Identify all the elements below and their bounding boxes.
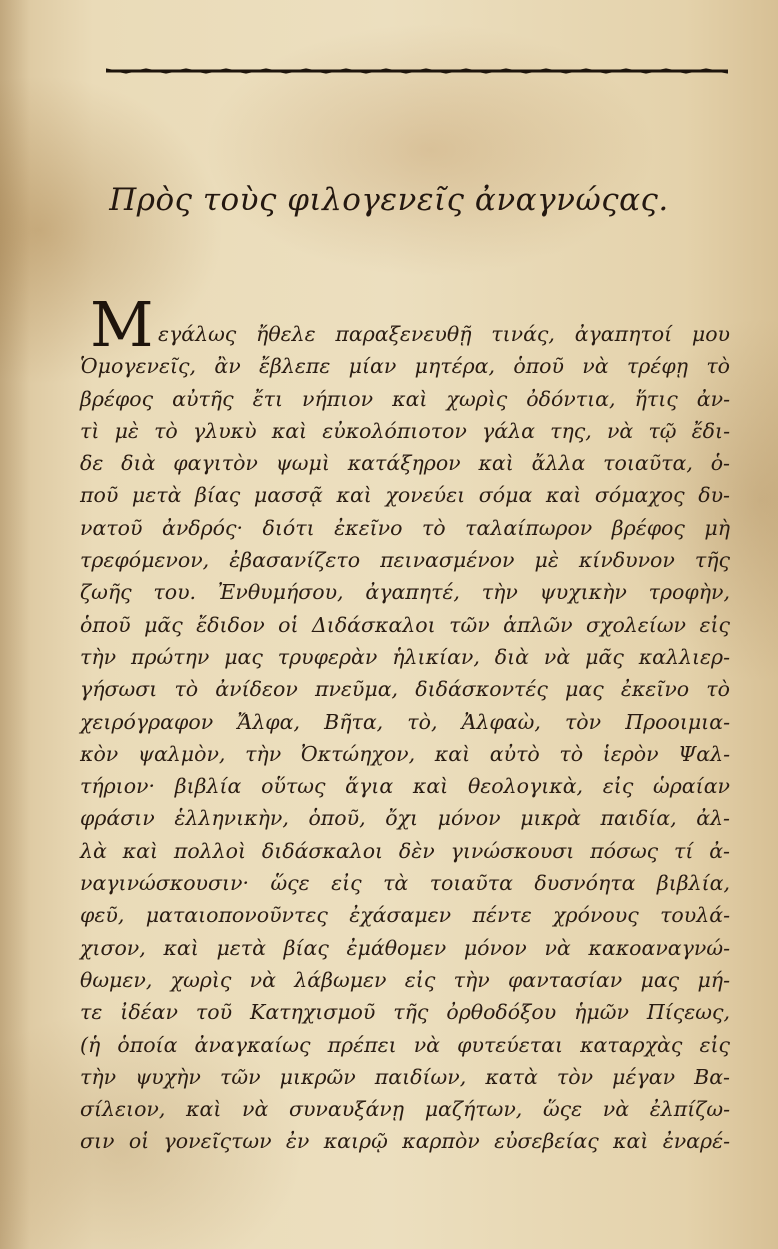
- text-line: ποῦ μετὰ βίας μασσᾷ καὶ χονεύει σόμα καὶ σόμαχος δυ-: [80, 483, 730, 508]
- text-line: τὴν πρώτην μας τρυφερὰν ἡλικίαν, διὰ νὰ μᾶς καλλιερ-: [80, 644, 730, 669]
- text-line: ναγινώσκουσιν· ὥςε εἰς τὰ τοιαῦτα δυσνόητα βιβλία,: [80, 871, 730, 896]
- text-line: νατοῦ ἀνδρός· διότι ἐκεῖνο τὸ ταλαίπωρον βρέφος μὴ: [80, 515, 730, 540]
- page-title: Πρὸς τοὺς φιλογενεῖς ἀναγνώςας.: [109, 182, 669, 218]
- text-line: χειρόγραφον Ἄλφα, Βῆτα, τὸ, Ἀλφαὼ, τὸν Προοιμια-: [80, 709, 730, 734]
- text-line: εγάλως ἤθελε παραξενευθῇ τινάς, ἀγαπητοί μου: [158, 322, 730, 346]
- text-line: ζωῆς του. Ἐνθυμήσου, ἀγαπητέ, τὴν ψυχικὴν τροφὴν,: [80, 580, 730, 605]
- text-line: τήριον· βιβλία οὕτως ἅγια καὶ θεολογικὰ, εἰς ὡραίαν: [80, 774, 730, 799]
- text-line: τὴν ψυχὴν τῶν μικρῶν παιδίων, κατὰ τὸν μέγαν Βα-: [80, 1064, 730, 1089]
- text-line: τρεφόμενον, ἐβασανίζετο πεινασμένον μὲ κίνδυνον τῆς: [80, 548, 730, 573]
- text-line: τε ἰδέαν τοῦ Κατηχισμοῦ τῆς ὀρθοδόξου ἡμῶν Πίςεως,: [80, 1000, 730, 1025]
- text-line: φράσιν ἑλληνικὴν, ὁποῦ, ὄχι μόνον μικρὰ παιδία, ἀλ-: [80, 806, 730, 831]
- text-line: θωμεν, χωρὶς νὰ λάβωμεν εἰς τὴν φαντασίαν μας μή-: [80, 967, 730, 992]
- text-line: σίλειον, καὶ νὰ συναυξάνῃ μαζήτων, ὥςε νὰ ἐλπίζω-: [80, 1097, 730, 1122]
- body-text: [80, 318, 730, 1158]
- text-line: γήσωσι τὸ ἀνίδεον πνεῦμα, διδάσκοντές μας ἐκεῖνο τὸ: [80, 677, 730, 702]
- text-line: χισον, καὶ μετὰ βίας ἐμάθομεν μόνον νὰ κακοαναγνώ-: [80, 935, 730, 960]
- text-line: Ὁμογενεῖς, ἂν ἔβλεπε μίαν μητέρα, ὁποῦ νὰ τρέφῃ τὸ: [80, 354, 730, 379]
- text-line: φεῦ, ματαιοπονοῦντες ἐχάσαμεν πέντε χρόνους τουλά-: [80, 903, 730, 928]
- text-line: δε διὰ φαγιτὸν ψωμὶ κατάξηρον καὶ ἄλλα τοιαῦτα, ὁ-: [80, 451, 730, 476]
- text-line: βρέφος αὐτῆς ἔτι νήπιον καὶ χωρὶς ὀδόντια, ἥτις ἀν-: [80, 386, 730, 411]
- text-line: σιν οἱ γονεῖςτων ἐν καιρῷ καρπὸν εὐσεβείας καὶ ἐναρέ-: [80, 1129, 730, 1154]
- text-line: λὰ καὶ πολλοὶ διδάσκαλοι δὲν γινώσκουσι πόσως τί ἀ-: [80, 838, 730, 863]
- drop-cap: Μ: [90, 288, 154, 361]
- text-line: (ἡ ὁποία ἀναγκαίως πρέπει νὰ φυτεύεται καταρχὰς εἰς: [80, 1032, 730, 1057]
- text-line: κὸν ψαλμὸν, τὴν Ὀκτώηχον, καὶ αὐτὸ τὸ ἱερὸν Ψαλ-: [80, 741, 730, 766]
- text-line: τὶ μὲ τὸ γλυκὺ καὶ εὐκολόπιοτον γάλα της, νὰ τῷ ἔδι-: [80, 418, 730, 443]
- text-line: ὁποῦ μᾶς ἔδιδον οἱ Διδάσκαλοι τῶν ἁπλῶν σχολείων εἰς: [80, 612, 730, 637]
- ornamental-rule: [106, 66, 728, 76]
